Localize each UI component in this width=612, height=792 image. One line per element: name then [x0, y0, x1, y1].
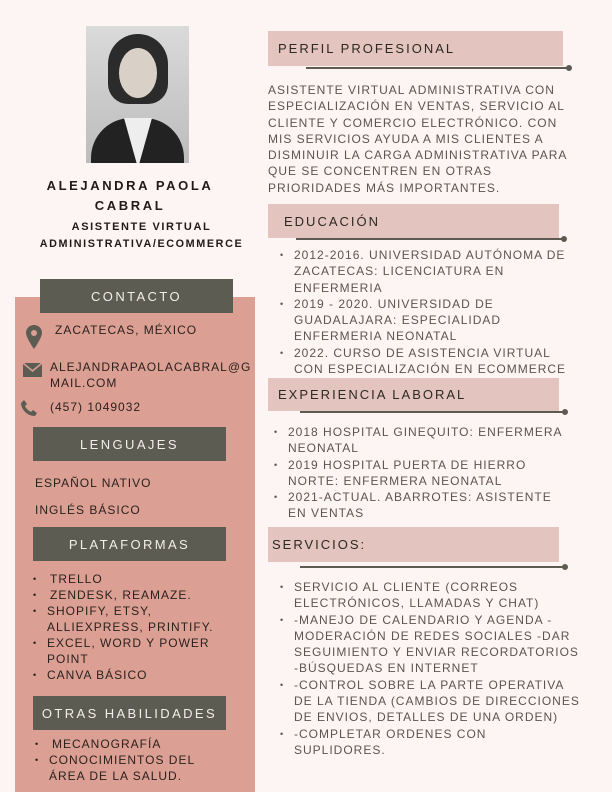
services-list [280, 579, 580, 758]
divider [296, 238, 564, 240]
services-heading: SERVICIOS: [268, 527, 559, 562]
service-item: • SERVICIO AL CLIENTE (CORREOS ELECTRÓNICOS, LLAMADAS Y CHAT) [280, 579, 580, 612]
skill-item: • CONOCIMIENTOS DEL ÁREA DE LA SALUD. [35, 752, 235, 784]
platform-item: • TRELLO [33, 571, 223, 587]
phone-icon [21, 400, 37, 416]
service-item: • -COMPLETAR ORDENES CON SUPLIDORES. [280, 726, 580, 759]
service-item: • -CONTROL SOBRE LA PARTE OPERATIVA DE LA TIENDA (CAMBIOS DE DIRECCIONES DE ENVIOS, DETALLES DE UNA ORDEN) [280, 677, 580, 726]
contact-location: ZACATECAS, MÉXICO [55, 323, 198, 337]
experience-item: • 2021-ACTUAL. ABARROTES: ASISTENTE EN VENTAS [274, 489, 574, 522]
experience-list [274, 424, 574, 522]
other-skills-heading: OTRAS HABILIDADES [33, 696, 226, 730]
other-skills-list [35, 736, 235, 784]
subtitle-line-2: ADMINISTRATIVA/ECOMMERCE [39, 238, 244, 250]
divider [300, 411, 565, 413]
experience-heading: EXPERIENCIA LABORAL [268, 378, 559, 411]
profile-heading: PERFIL PROFESIONAL [268, 31, 563, 66]
education-list [280, 247, 580, 377]
language-item: ESPAÑOL NATIVO [35, 476, 152, 490]
platforms-list [33, 571, 223, 683]
education-item: • 2019 - 2020. UNIVERSIDAD DE GUADALAJARA: ESPECIALIDAD ENFERMERIA NEONATAL [280, 296, 580, 345]
skill-item: • MECANOGRAFÍA [35, 736, 235, 752]
subtitle-line-1: ASISTENTE VIRTUAL [71, 221, 212, 233]
contact-phone: (457) 1049032 [50, 400, 142, 414]
profile-photo [86, 26, 189, 163]
language-item: INGLÉS BÁSICO [35, 503, 141, 517]
divider [306, 67, 569, 69]
experience-item: • 2019 HOSPITAL PUERTA DE HIERRO NORTE: ENFERMERA NEONATAL [274, 457, 574, 490]
platform-item: • EXCEL, WORD Y POWER POINT [33, 635, 223, 667]
platforms-heading: PLATAFORMAS [33, 527, 226, 561]
name-line-2: CABRAL [94, 198, 166, 213]
languages-heading: LENGUAJES [33, 427, 226, 461]
platform-item: • SHOPIFY, ETSY, ALLIEXPRESS, PRINTIFY. [33, 603, 223, 635]
platform-item: • CANVA BÁSICO [33, 667, 223, 683]
location-pin-icon [26, 325, 42, 349]
education-heading: EDUCACIÓN [268, 204, 559, 238]
contact-heading: CONTACTO [40, 279, 233, 313]
name-line-1: ALEJANDRA PAOLA [46, 178, 214, 193]
divider [300, 566, 565, 568]
service-item: • -MANEJO DE CALENDARIO Y AGENDA - MODERACIÓN DE REDES SOCIALES -DAR SEGUIMIENTO Y ENVIAR RECORDATORIOS -BÚSQUEDAS EN INTERNET [280, 612, 580, 677]
contact-email[interactable]: ALEJANDRAPAOLACABRAL@GMAIL.COM [50, 360, 252, 390]
profile-text: ASISTENTE VIRTUAL ADMINISTRATIVA CON ESPECIALIZACIÓN EN VENTAS, SERVICIO AL CLIENTE Y COMERCIO ELECTRÓNICO. CON MIS SERVICIOS AYUDA A MIS CLIENTES A DISMINUIR LA CARGA ADMINISTRATIVA PARA QUE SE CONCENTREN EN OTRAS PRIORIDADES MÁS IMPORTANTES. [268, 83, 567, 195]
education-item: • 2012-2016. UNIVERSIDAD AUTÓNOMA DE ZACATECAS: LICENCIATURA EN ENFERMERIA [280, 247, 580, 296]
experience-item: • 2018 HOSPITAL GINEQUITO: ENFERMERA NEONATAL [274, 424, 574, 457]
education-item: • 2022. CURSO DE ASISTENCIA VIRTUAL CON ESPECIALIZACIÓN EN ECOMMERCE [280, 345, 580, 378]
email-icon [23, 363, 42, 377]
platform-item: • ZENDESK, REAMAZE. [33, 587, 223, 603]
